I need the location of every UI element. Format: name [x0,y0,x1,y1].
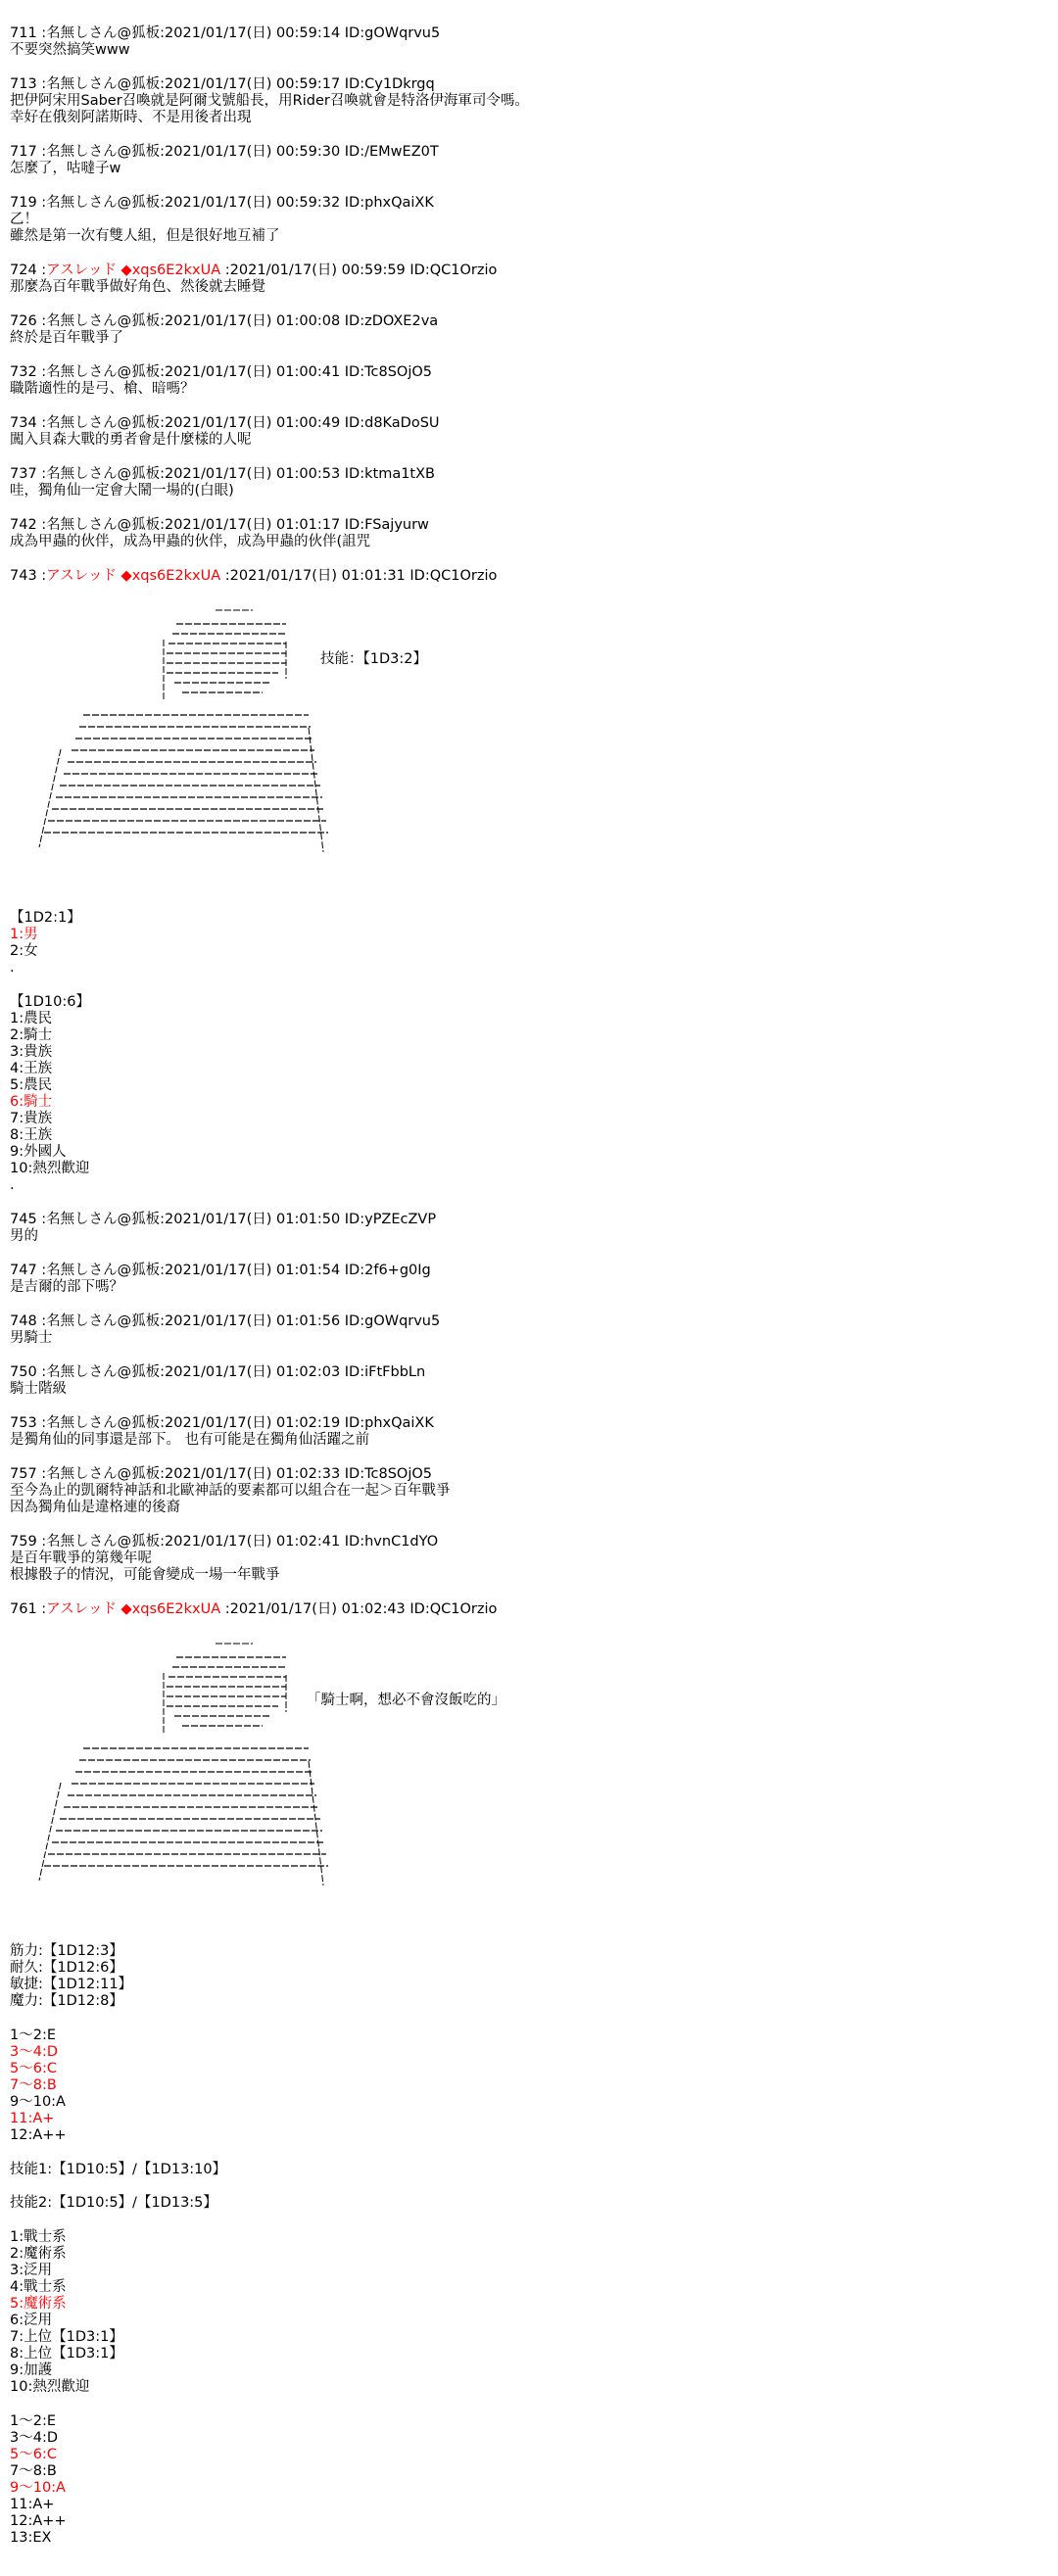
poster-name: アスレッド ◆xqs6E2kxUA [46,568,221,584]
post [10,25,1048,59]
post-header: 734 :名無しさん@狐板:2021/01/17(日) 01:00:49 ID:d8KaDoSU [10,415,440,431]
skill-1-roll: 技能1:【1D10:5】/【1D13:10】 [10,2162,227,2177]
post-header: 761 :アスレッド ◆xqs6E2kxUA :2021/01/17(日) 01:02:43 ID:QC1Orzio [10,1601,498,1617]
list-item: 3～4:D [10,2044,59,2060]
aa-stroke [309,728,323,852]
list-item: 2:女 [10,943,38,959]
list-item: 3～4:D [10,2430,59,2446]
post-text: 男騎士 [10,1330,53,1346]
post [10,364,1048,398]
grade-table-1 [10,2027,1048,2144]
post [10,1364,1048,1398]
list-item: 1～2:E [10,2027,56,2043]
thread-content [10,25,1048,2564]
list-item: 1:農民 [10,1011,53,1026]
post-header [10,262,1048,279]
list-item: 7:上位【1D3:1】 [10,2329,123,2345]
post-header: 747 :名無しさん@狐板:2021/01/17(日) 01:01:54 ID:2f6+g0Ig [10,1263,431,1278]
list-item: 2:騎士 [10,1027,53,1043]
post [10,1534,1048,1584]
list-item: 12:A++ [10,2513,67,2529]
post [10,1466,1048,1516]
post-header: 757 :名無しさん@狐板:2021/01/17(日) 01:02:33 ID:Tc8SOjO5 [10,1466,432,1482]
post-header: 737 :名無しさん@狐板:2021/01/17(日) 01:00:53 ID:ktma1tXB [10,466,435,482]
list-item: 2:魔術系 [10,2246,67,2262]
post [10,262,1048,296]
post [10,1313,1048,1347]
list-item: 10:熱烈歡迎 [10,1161,90,1176]
post-header: 743 :アスレッド ◆xqs6E2kxUA :2021/01/17(日) 01:01:31 ID:QC1Orzio [10,568,498,584]
post-text: 至今為止的凱爾特神話和北歐神話的要素都可以組合在一起＞百年戰爭 [10,1483,451,1499]
post-header: 753 :名無しさん@狐板:2021/01/17(日) 01:02:19 ID:phxQaiXK [10,1415,434,1431]
post-text: 闖入貝森大戰的勇者會是什麼樣的人呢 [10,432,252,448]
class-roll [10,994,1048,1194]
list-item: 5～6:C [10,2447,57,2462]
post-text: 終於是百年戰爭了 [10,330,123,346]
post-text: 哇，獨角仙一定會大鬧一場的(白眼) [10,483,234,499]
post-header: 759 :名無しさん@狐板:2021/01/17(日) 01:02:41 ID:hvnC1dYO [10,1534,439,1550]
list-item: 5～6:C [10,2061,57,2076]
gender-roll [10,910,1048,977]
skill-2-roll: 技能2:【1D10:5】/【1D13:5】 [10,2195,217,2211]
list-item: 筋力:【1D12:3】 [10,1943,123,1959]
post-header: 742 :名無しさん@狐板:2021/01/17(日) 01:01:17 ID:FSajyurw [10,517,429,533]
list-item: 4:王族 [10,1061,53,1076]
post-text: 成為甲蟲的伙伴，成為甲蟲的伙伴，成為甲蟲的伙伴(詛咒 [10,534,371,549]
post-header: 726 :名無しさん@狐板:2021/01/17(日) 01:00:08 ID:zDOXE2va [10,313,439,329]
list-item: 10:熱烈歡迎 [10,2379,90,2395]
post-header: 717 :名無しさん@狐板:2021/01/17(日) 00:59:30 ID:/EMwEZ0T [10,144,439,160]
post-list-2 [10,1212,1048,1584]
post-header: 713 :名無しさん@狐板:2021/01/17(日) 00:59:17 ID:Cy1Dkrgq [10,76,435,92]
list-item: 3:貴族 [10,1044,53,1060]
list-item: 12:A++ [10,2127,67,2143]
poster-name: アスレッド ◆xqs6E2kxUA [46,262,221,278]
list-item: 6:泛用 [10,2313,53,2328]
list-item: 1:戰士系 [10,2229,67,2245]
post-header: 748 :名無しさん@狐板:2021/01/17(日) 01:01:56 ID:gOWqrvu5 [10,1313,441,1329]
post-743 [10,568,1048,585]
post-list-1 [10,25,1048,550]
post [10,1212,1048,1245]
aa-stroke [309,1761,323,1885]
post-header: 732 :名無しさん@狐板:2021/01/17(日) 01:00:41 ID:Tc8SOjO5 [10,364,432,380]
post [10,517,1048,550]
list-item: 魔力:【1D12:8】 [10,1993,123,2009]
post-meta: :2021/01/17(日) 00:59:59 ID:QC1Orzio [220,262,498,278]
list-item: 1:男 [10,927,38,942]
list-item: 3:泛用 [10,2263,53,2278]
post-text: 雖然是第一次有雙人組，但是很好地互補了 [10,228,280,244]
separator-dot: . [10,1177,15,1193]
separator-dot: . [10,960,15,976]
post-text: 職階適性的是弓、槍、暗嗎？ [10,381,195,397]
post-text: 把伊阿宋用Saber召喚就是阿爾戈號船長，用Rider召喚就會是特洛伊海軍司令嗎。 [10,93,529,109]
post-text: 根據骰子的情況，可能會變成一場一年戰爭 [10,1567,280,1583]
list-item: 敏捷:【1D12:11】 [10,1977,133,1992]
skill-rolls [10,2162,1048,2212]
roll-title: 【1D2:1】 [10,910,81,926]
list-item: 13:EX [10,2530,52,2546]
list-item: 11:A+ [10,2111,55,2126]
post-header: 745 :名無しさん@狐板:2021/01/17(日) 01:01:50 ID:yPZEcZVP [10,1212,437,1227]
list-item: 7:貴族 [10,1111,53,1126]
post [10,1415,1048,1449]
post [10,144,1048,177]
knight-quote: 「騎士啊，想必不會沒飯吃的」 [307,1693,505,1708]
list-item: 11:A+ [10,2497,55,2512]
skill-roll-text: 技能：【1D3:2】 [320,651,427,667]
list-item: 5:魔術系 [10,2296,67,2312]
list-item: 8:王族 [10,1127,53,1143]
list-item: 9:外國人 [10,1144,67,1160]
list-item: 9～10:A [10,2480,66,2496]
post-761 [10,1601,1048,1618]
post-text: 是吉爾的部下嗎？ [10,1279,123,1295]
post-text: 怎麼了，咕噠子w [10,161,121,176]
list-item: 7～8:B [10,2077,57,2093]
post-text: 乙！ [10,212,38,227]
list-item: 9～10:A [10,2094,66,2110]
post-number: 724 : [10,262,47,278]
post [10,415,1048,449]
post-text: 是百年戰爭的第幾年呢 [10,1550,152,1566]
post-text: 是獨角仙的同事還是部下。 也有可能是在獨角仙活躍之前 [10,1432,370,1448]
post-header: 711 :名無しさん@狐板:2021/01/17(日) 00:59:14 ID:gOWqrvu5 [10,25,441,41]
list-item: 耐久:【1D12:6】 [10,1960,123,1976]
post-text: 幸好在俄刻阿諾斯時、不是用後者出現 [10,110,252,125]
roll-title: 【1D10:6】 [10,994,90,1010]
post-text: 不要突然搞笑www [10,42,130,58]
post-text: 因為獨角仙是違格連的後裔 [10,1500,180,1515]
list-item: 5:農民 [10,1077,53,1093]
list-item: 8:上位【1D3:1】 [10,2346,123,2361]
ascii-art-figure-1 [10,602,1048,896]
post-text: 男的 [10,1228,38,1244]
stat-rolls [10,1943,1048,2010]
ascii-art-knight-1 [10,602,382,896]
skill-type-table [10,2229,1048,2396]
post-text: 騎士階級 [10,1381,67,1397]
post [10,195,1048,245]
poster-name: アスレッド ◆xqs6E2kxUA [46,1601,221,1617]
post-header: 719 :名無しさん@狐板:2021/01/17(日) 00:59:32 ID:phxQaiXK [10,195,434,211]
list-item: 9:加護 [10,2362,53,2378]
post [10,466,1048,500]
post-header: 750 :名無しさん@狐板:2021/01/17(日) 01:02:03 ID:iFtFbbLn [10,1364,426,1380]
post-text: 那麼為百年戰爭做好角色、然後就去睡覺 [10,279,265,295]
list-item: 4:戰士系 [10,2279,67,2295]
ascii-art-figure-2 [10,1636,1048,1930]
ascii-art-knight-2 [10,1636,382,1930]
post [10,76,1048,126]
list-item: 6:騎士 [10,1094,53,1110]
post [10,313,1048,347]
list-item: 7～8:B [10,2463,57,2479]
post [10,1263,1048,1296]
list-item: 1～2:E [10,2413,56,2429]
grade-table-2 [10,2413,1048,2547]
